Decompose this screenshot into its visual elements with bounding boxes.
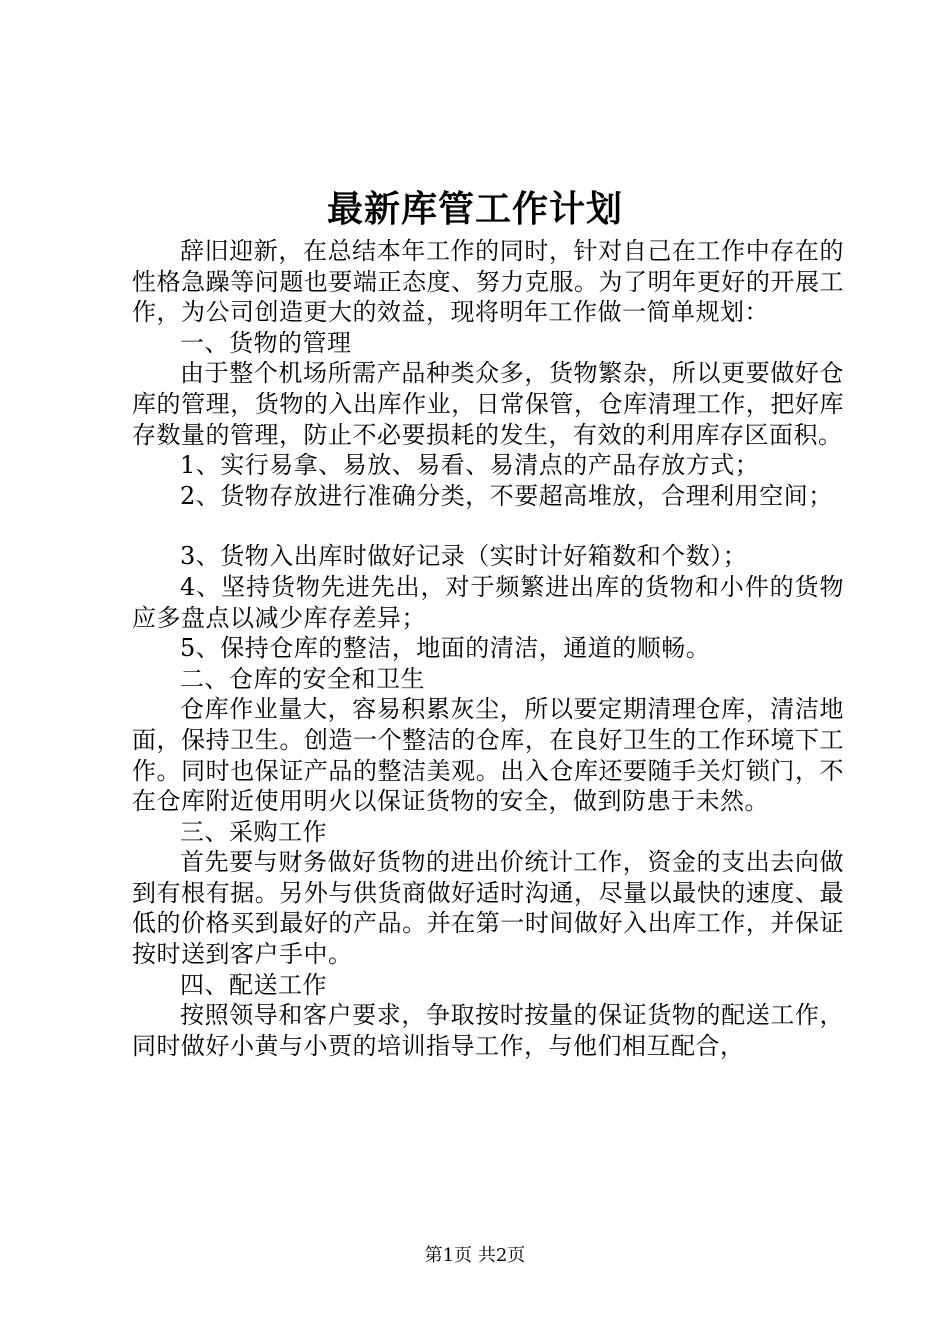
list-item-3: 3、货物入出库时做好记录（实时计好箱数和个数）； xyxy=(180,542,748,571)
list-item-4: 4、坚持货物先进先出，对于频繁进出库的货物和小件的货物应多盘点以减少库存差异； xyxy=(132,572,844,632)
list-item-1: 1、实行易拿、易放、易看、易清点的产品存放方式； xyxy=(180,451,760,480)
paragraph-purchasing: 首先要与财务做好货物的进出价统计工作，资金的支出去向做到有根有据。另外与供货商做好适时沟通，尽量以最快的速度、最低的价格买到最好的产品。并在第一时间做好入出库工作，并保证按时送到客户手中。 xyxy=(132,848,844,969)
document-body xyxy=(132,236,844,1061)
list-item-5: 5、保持仓库的整洁，地面的清洁，通道的顺畅。 xyxy=(180,634,711,663)
paragraph-safety-hygiene: 仓库作业量大，容易积累灰尘，所以要定期清理仓库，清洁地面，保持卫生。创造一个整洁的仓库，在良好卫生的工作环境下工作。同时也保证产品的整洁美观。出入仓库还要随手关灯锁门，不在仓库附近使用明火以保证货物的安全，做到防患于未然。 xyxy=(132,695,844,816)
heading-purchasing: 三、采购工作 xyxy=(180,817,327,846)
list-item-2: 2、货物存放进行准确分类，不要超高堆放，合理利用空间； xyxy=(180,481,833,510)
heading-delivery: 四、配送工作 xyxy=(180,970,327,999)
paragraph-delivery: 按照领导和客户要求，争取按时按量的保证货物的配送工作，同时做好小黄与小贾的培训指导工作，与他们相互配合， xyxy=(132,1001,844,1060)
document-title: 最新库管工作计划 xyxy=(326,188,623,230)
heading-goods-management: 一、货物的管理 xyxy=(180,328,352,357)
paragraph-intro: 辞旧迎新，在总结本年工作的同时，针对自己在工作中存在的性格急躁等问题也要端正态度、努力克服。为了明年更好的开展工作，为公司创造更大的效益，现将明年工作做一简单规划： xyxy=(132,237,844,327)
page-footer: 第1页 共2页 xyxy=(424,1245,526,1266)
heading-safety-hygiene: 二、仓库的安全和卫生 xyxy=(180,664,425,693)
paragraph-goods-management: 由于整个机场所需产品种类众多，货物繁杂，所以更要做好仓库的管理，货物的入出库作业，日常保管，仓库清理工作，把好库存数量的管理，防止不必要损耗的发生，有效的利用库存区面积。 xyxy=(132,359,844,449)
